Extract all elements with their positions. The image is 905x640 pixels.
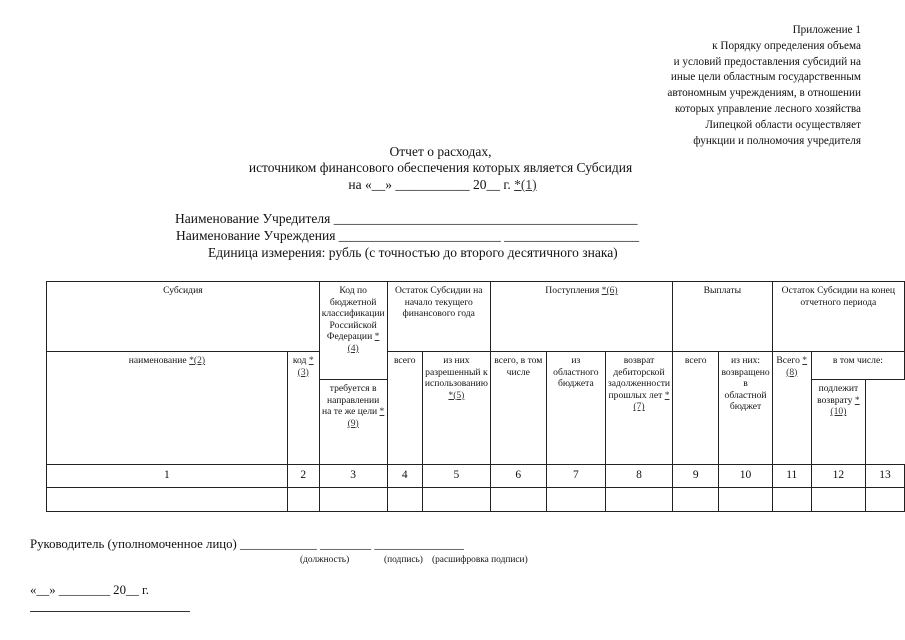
caption-signature: (подпись) (384, 555, 423, 565)
annex-line: автономным учреждениям, в отношении (667, 87, 861, 100)
annex-line: функции и полномочия учредителя (693, 134, 861, 147)
table-cell (387, 488, 422, 512)
header-end-total-text: Всего (776, 355, 803, 366)
table-cell (866, 488, 905, 512)
header-receipts-total: всего, в том числе (490, 352, 546, 465)
founder-field: Наименование Учредителя _____________________________________________ (175, 211, 638, 226)
header-to-return (811, 380, 865, 465)
report-table (46, 281, 905, 512)
annex-line: Липецкой области осуществляет (705, 118, 861, 131)
column-number: 6 (490, 465, 546, 488)
table-cell (772, 488, 811, 512)
footnote-link-6[interactable]: *(6) (601, 285, 618, 296)
column-number: 9 (673, 465, 719, 488)
header-receipts-regional: из областного бюджета (546, 352, 605, 465)
footnote-link-9[interactable]: *(9) (347, 406, 385, 429)
header-code-text: код (292, 355, 309, 366)
header-payments: Выплаты (673, 282, 773, 352)
table-cell (47, 488, 288, 512)
annex-header (601, 23, 861, 149)
header-required (319, 380, 387, 465)
header-end-total (772, 352, 811, 465)
caption-position: (должность) (300, 555, 350, 565)
footnote-link-4[interactable]: *(4) (347, 331, 380, 354)
header-permitted-text: из них разрешенный к использованию (424, 355, 488, 390)
column-number: 4 (387, 465, 422, 488)
header-name (47, 352, 288, 465)
header-start-total: всего (387, 352, 422, 465)
annex-line: Приложение 1 (792, 24, 861, 36)
column-number: 1 (47, 465, 288, 488)
annex-line: иные цели областным государственным (670, 71, 861, 84)
table-cell (673, 488, 719, 512)
column-number: 2 (287, 465, 319, 488)
header-to-return-text: подлежит возврату (817, 383, 859, 406)
column-number: 7 (546, 465, 605, 488)
header-code (287, 352, 319, 465)
table-row (47, 488, 905, 512)
header-name-text: наименование (128, 355, 190, 366)
table-cell (319, 488, 387, 512)
column-number: 11 (772, 465, 811, 488)
table-cell (490, 488, 546, 512)
table-cell (287, 488, 319, 512)
annex-line: и условий предоставления субсидий на (673, 55, 861, 68)
column-number: 8 (606, 465, 673, 488)
table-cell (422, 488, 490, 512)
header-budget-code-text: Код по бюджетной классификации Российской Федерации (321, 285, 385, 343)
header-required-text: требуется в направлении на те же цели (322, 383, 380, 418)
unit-field: Единица измерения: рубль (с точностью до второго десятичного знака) (208, 245, 618, 260)
footnote-link-1[interactable]: *(1) (514, 177, 537, 192)
header-payments-total: всего (673, 352, 719, 465)
header-including: в том числе: (811, 352, 904, 380)
annex-line: которых управление лесного хозяйства (674, 102, 861, 115)
footnote-link-7[interactable]: *(7) (633, 389, 670, 413)
header-budget-code (319, 282, 387, 380)
annex-line: к Порядку определения объема (712, 39, 861, 52)
table-cell (719, 488, 772, 512)
column-number-row (47, 465, 905, 488)
column-number: 3 (319, 465, 387, 488)
footnote-link-10[interactable]: *(10) (830, 394, 860, 418)
table-cell (811, 488, 865, 512)
header-balance-start: Остаток Субсидии на начало текущего финансового года (387, 282, 490, 352)
header-receipts-text: Поступления (545, 285, 602, 296)
report-subtitle: источником финансового обеспечения которых является Субсидия (248, 160, 633, 175)
signature-line: Руководитель (уполномоченное лицо) ____________ ________ ______________ (30, 537, 464, 551)
table-cell (546, 488, 605, 512)
date-line: «__» ________ 20__ г. (30, 583, 149, 597)
header-subsidy: Субсидия (47, 282, 320, 352)
header-payments-returned: из них: возвращено в областной бюджет (719, 352, 772, 465)
column-number: 13 (866, 465, 905, 488)
report-date-line (0, 177, 895, 193)
footnote-divider (30, 611, 190, 612)
footnote-link-8[interactable]: *(8) (786, 355, 808, 378)
header-permitted (422, 352, 490, 465)
footnote-link-3[interactable]: *(3) (297, 355, 314, 378)
footnote-link-5[interactable]: *(5) (448, 389, 465, 401)
table-cell (606, 488, 673, 512)
column-number: 5 (422, 465, 490, 488)
report-title: Отчет о расходах, (389, 144, 492, 159)
column-number: 12 (811, 465, 865, 488)
footnote-link-2[interactable]: *(2) (189, 355, 206, 366)
header-receipts (490, 282, 672, 352)
caption-decoding: (расшифровка подписи) (432, 555, 528, 565)
institution-field: Наименование Учреждения ________________________ ____________________ (176, 228, 640, 243)
header-return-debt-text: возврат дебиторской задолженности прошлых лет (608, 355, 671, 401)
column-number: 10 (719, 465, 772, 488)
header-return-debt (606, 352, 673, 465)
header-balance-end: Остаток Субсидии на конец отчетного периода (772, 282, 904, 352)
report-date-text: на «__» ___________ 20__ г. (348, 177, 515, 192)
